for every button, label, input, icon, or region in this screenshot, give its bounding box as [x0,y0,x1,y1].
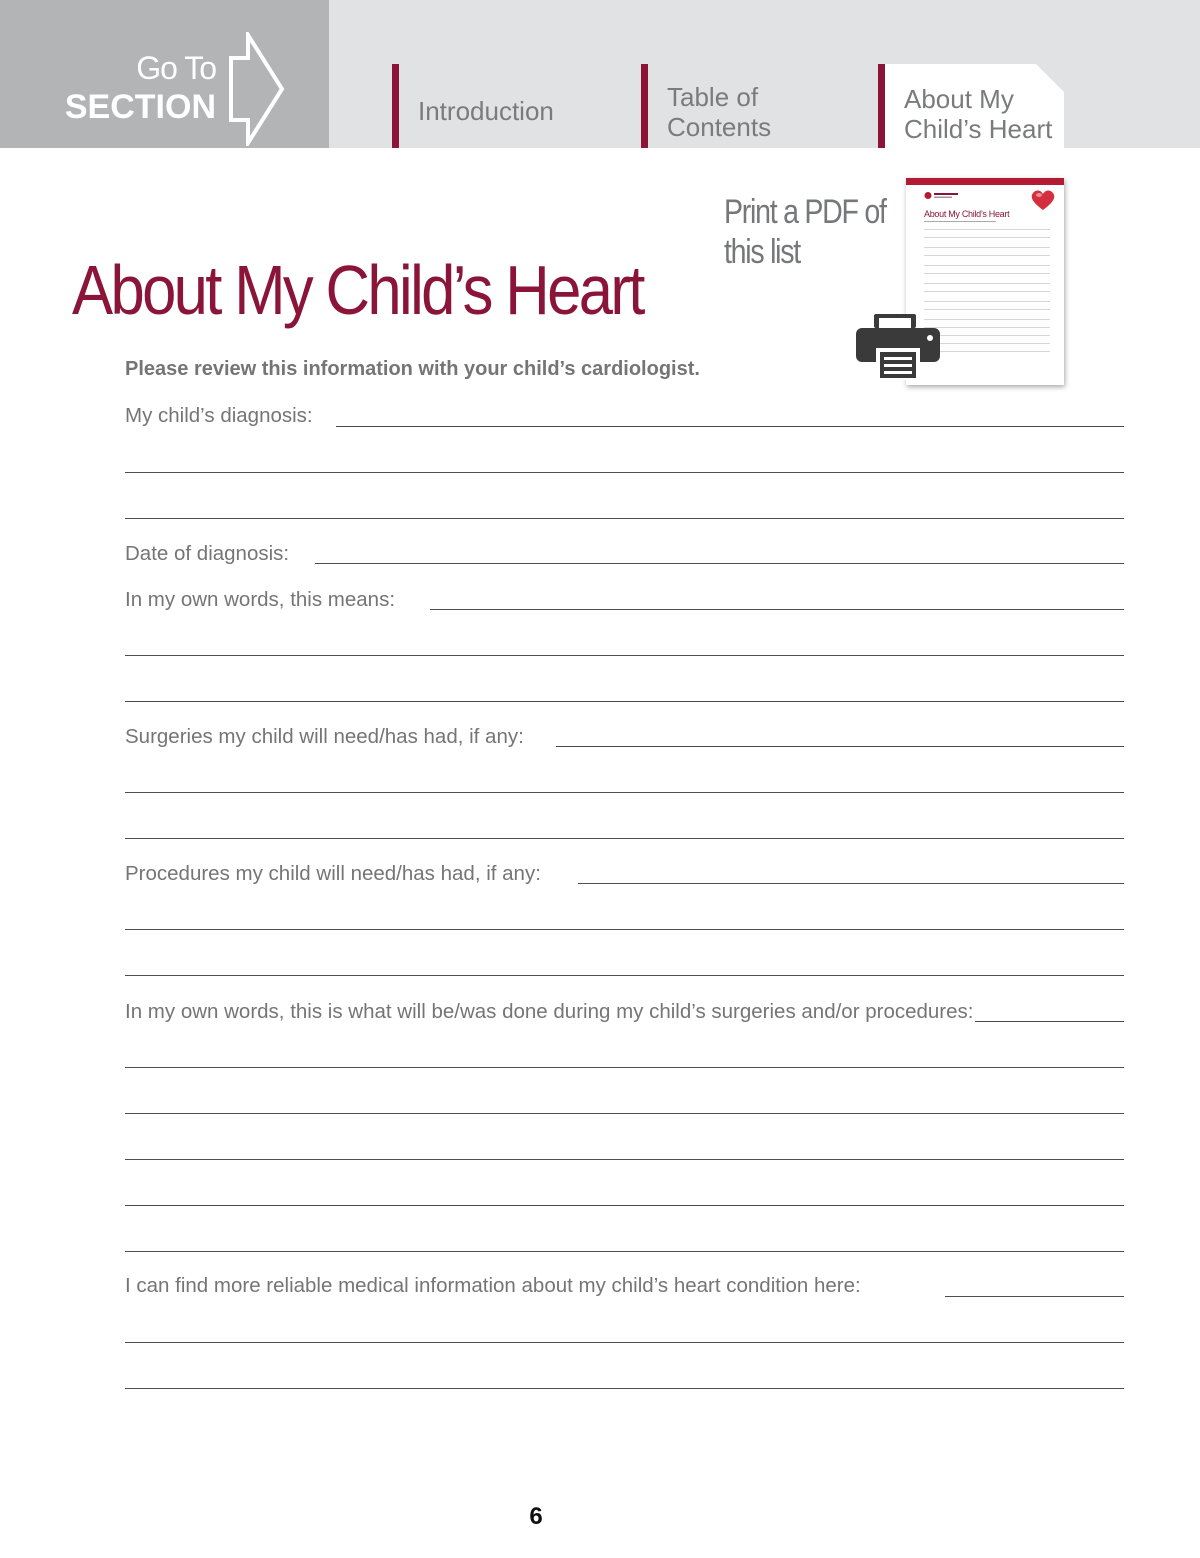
thumb-line [924,255,1050,256]
blank-line-procedures[interactable] [578,883,1124,884]
review-instruction: Please review this information with your child’s cardiologist. [125,358,700,380]
blank-line-surgeries[interactable] [556,746,1124,747]
tab-about-my-childs-heart[interactable] [878,64,1064,148]
blank-line-procedures[interactable] [125,975,1124,976]
go-to-section-button[interactable] [0,0,329,148]
arrow-right-icon [228,32,286,146]
blank-line-surgeries[interactable] [125,792,1124,793]
blank-line-meaning[interactable] [125,701,1124,702]
thumb-line [924,247,1050,248]
tab-table-of-contents[interactable] [641,64,871,148]
blank-line-info-source[interactable] [125,1342,1124,1343]
thumb-line [924,319,1050,320]
thumb-line [924,327,1050,328]
print-label-line1: Print a PDF of [724,193,886,231]
blank-line-procedure-description[interactable] [125,1113,1124,1114]
section-label: SECTION [64,88,216,126]
mended-hearts-logo [924,191,960,200]
tab-introduction-label: Introduction [418,96,554,126]
tab-toc-label-line1: Table of [667,82,759,112]
thumb-line [924,283,1050,284]
field-label-surgeries: Surgeries my child will need/has had, if any: [125,725,524,748]
blank-line-diagnosis[interactable] [336,426,1124,427]
blank-line-surgeries[interactable] [125,838,1124,839]
thumb-line [924,351,1050,352]
blank-line-diagnosis[interactable] [125,472,1124,473]
thumb-line [924,291,1050,292]
go-to-label: Go To [136,50,216,86]
blank-line-procedure-description[interactable] [125,1067,1124,1068]
blank-line-procedures[interactable] [125,929,1124,930]
thumb-line [924,229,1050,230]
thumb-line [924,335,1050,336]
blank-line-diagnosis[interactable] [125,518,1124,519]
thumb-line [924,221,996,222]
field-label-diagnosis: My child’s diagnosis: [125,404,313,427]
pdf-thumbnail-title: About My Child’s Heart [924,209,1010,219]
page-number: 6 [529,1503,543,1530]
page-title: About My Child’s Heart [72,251,643,329]
blank-line-info-source[interactable] [945,1296,1124,1297]
blank-line-procedure-description[interactable] [125,1205,1124,1206]
print-label-line2: this list [724,233,800,271]
blank-line-meaning[interactable] [125,655,1124,656]
thumb-line [924,343,1050,344]
tab-toc-label-line2: Contents [667,112,772,142]
blank-line-date-of-diagnosis[interactable] [315,563,1124,564]
tab-introduction[interactable] [392,64,632,148]
field-label-procedures: Procedures my child will need/has had, if any: [125,862,541,885]
field-label-info-source: I can find more reliable medical information about my child’s heart condition here: [125,1274,861,1297]
field-label-date-of-diagnosis: Date of diagnosis: [125,542,290,565]
thumb-line [924,265,1050,266]
blank-line-meaning[interactable] [430,609,1124,610]
tab-corner-fold [1036,64,1064,92]
thumb-line [924,273,1050,274]
tab-about-label-line1: About My [904,84,1014,114]
thumb-line [924,309,1050,310]
blank-line-procedure-description[interactable] [125,1251,1124,1252]
section-nav-bar [0,0,1200,148]
field-label-procedure-description: In my own words, this is what will be/was done during my child’s surgeries and/or procedures: [125,1000,974,1023]
print-pdf-link[interactable] [724,192,886,272]
thumb-line [924,237,1050,238]
heart-image [1030,189,1056,211]
printer-icon[interactable] [856,314,940,380]
tab-about-label-line2: Child’s Heart [904,114,1053,144]
field-label-meaning: In my own words, this means: [125,588,396,611]
blank-line-info-source[interactable] [125,1388,1124,1389]
blank-line-procedure-description[interactable] [125,1159,1124,1160]
thumb-line [924,301,1050,302]
